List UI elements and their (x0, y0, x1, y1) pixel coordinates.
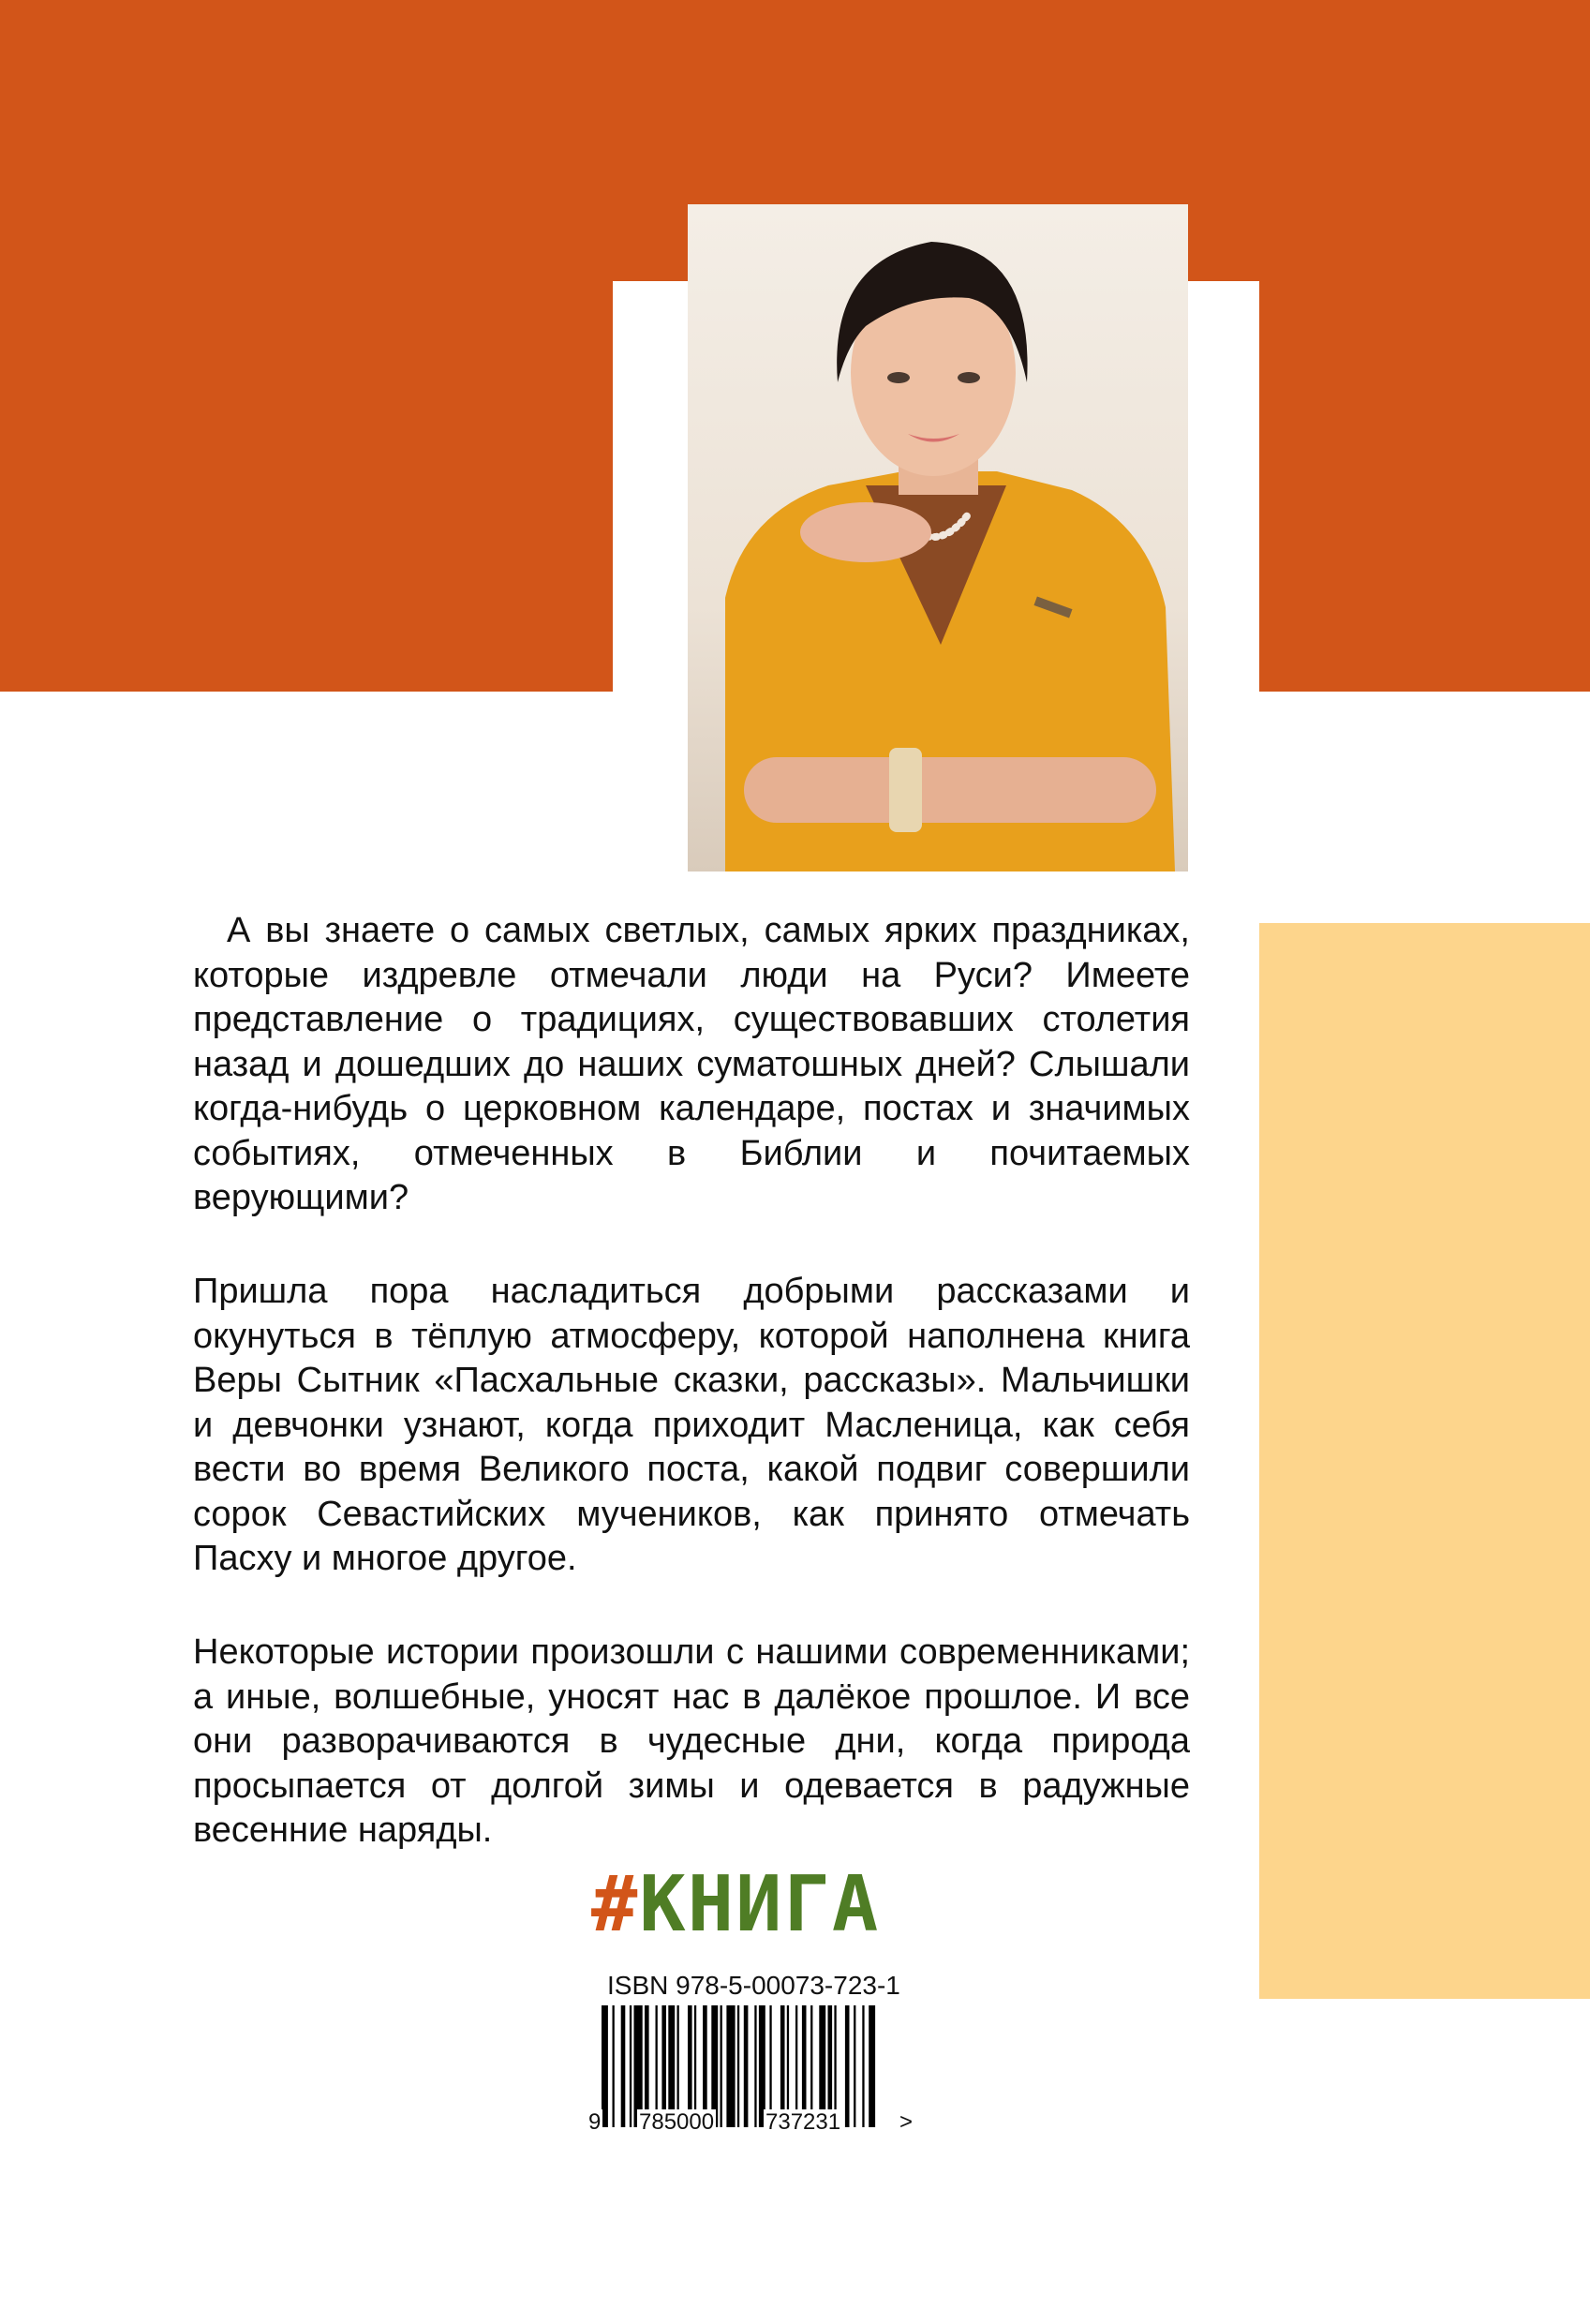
barcode-bar (613, 2005, 615, 2127)
barcode-digit-lead: 9 (588, 2109, 602, 2135)
barcode-bar (869, 2005, 875, 2127)
barcode-digits-right: 737231 (765, 2109, 841, 2135)
brand-word: КНИГА (639, 1860, 881, 1949)
barcode-bar (754, 2005, 756, 2127)
brand-logo-kniga (591, 1860, 881, 1949)
barcode-bar (845, 2005, 850, 2127)
hand-under-chin (800, 502, 931, 562)
description-paragraph-3: Некоторые истории произошли с нашими современниками; а иные, волшебные, уносят нас в далёкое прошлое. И все они разворачиваются в чудесные дни, когда природа просыпается от долгой зимы и одевается в радужные весенние наряды. (193, 1632, 1190, 1850)
barcode-bar (854, 2005, 855, 2127)
brand-hash: # (591, 1860, 640, 1949)
description-paragraph-2: Пришла пора насладиться добрыми рассказами и окунуться в тёплую атмосферу, которой наполнена книга Веры Сытник «Пасхальные сказки, рассказы». Мальчишки и девчонки узнают, когда приходит Масленица, как себя вести во время Великого поста, какой подвиг совершили сорок Севастийских мучеников, как принято отмечать Пасху и многое другое. (193, 1272, 1190, 1578)
barcode-bar (630, 2005, 632, 2127)
barcode-bar (744, 2005, 749, 2127)
orange-panel-right (1259, 0, 1590, 692)
barcode-bar (737, 2005, 739, 2127)
barcode-bar (721, 2005, 722, 2127)
barcode-digits-left: 785000 (639, 2109, 715, 2135)
eye-left (887, 372, 910, 383)
bead-bracelet (889, 748, 922, 832)
eye-right (958, 372, 980, 383)
isbn-label: ISBN 978-5-00073-723-1 (607, 1971, 900, 2000)
barcode-bar (726, 2005, 735, 2127)
barcode-bar (862, 2005, 864, 2127)
portrait-illustration (688, 204, 1188, 872)
barcode-end-mark: > (899, 2109, 914, 2135)
folded-arms (744, 757, 1156, 823)
description-paragraph-1: А вы знаете о самых светлых, самых ярких праздниках, которые издревле отмечали люди на Руси? Имеете представление о традициях, существовавших столетия назад и дошедших до наших суматошных дней? Слышали когда-нибудь о церковном календаре, постах и значимых событиях, отмеченных в Библии и почитаемых верующими? (193, 911, 1190, 1217)
author-portrait-photo (688, 204, 1188, 872)
barcode-bar (621, 2005, 626, 2127)
orange-panel-left (0, 0, 613, 692)
yellow-side-band (1259, 923, 1590, 1999)
